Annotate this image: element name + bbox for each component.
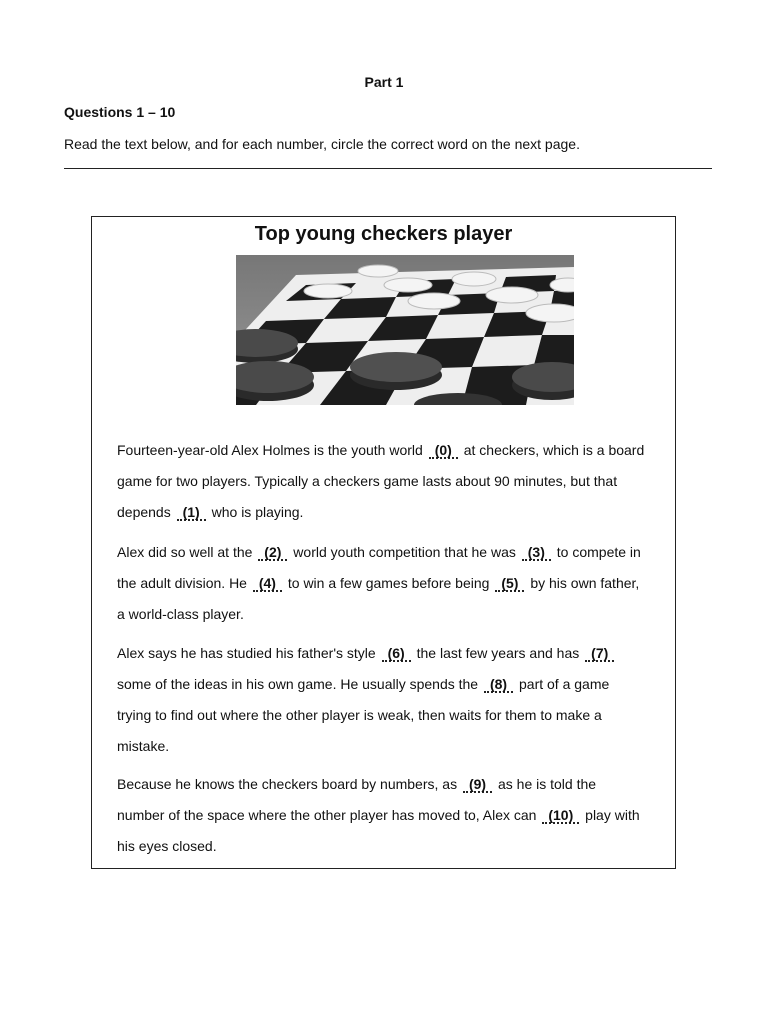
divider-line xyxy=(64,168,712,169)
gap-6[interactable]: (6) xyxy=(382,646,411,662)
gap-7[interactable]: (7) xyxy=(585,646,614,662)
gap-5[interactable]: (5) xyxy=(495,576,524,592)
paragraph-1: Fourteen-year-old Alex Holmes is the youth world (0) at checkers, which is a board game for two players. Typically a checkers game lasts about 90 minutes, but that depends (1) who is playing. xyxy=(117,442,645,520)
gap-3[interactable]: (3) xyxy=(522,545,551,561)
gap-10[interactable]: (10) xyxy=(542,808,579,824)
paragraph-4: Because he knows the checkers board by numbers, as (9) as he is told the number of the space where the other player has moved to, Alex can (10) play with his eyes closed. xyxy=(117,776,640,854)
paragraph-3: Alex says he has studied his father's style (6) the last few years and has (7) some of the ideas in his own game. He usually spends the (8) part of a game trying to find out where the other player is weak, then waits for them to make a mistake. xyxy=(117,638,647,762)
instructions-text: Read the text below, and for each number, circle the correct word on the next page. xyxy=(64,136,580,152)
gap-8[interactable]: (8) xyxy=(484,677,513,693)
gap-0[interactable]: (0) xyxy=(429,443,458,459)
paragraph-2: Alex did so well at the (2) world youth competition that he was (3) to compete in the adult division. He (4) to win a few games before being (5) by his own father, a world-class player. xyxy=(117,544,641,622)
gap-4[interactable]: (4) xyxy=(253,576,282,592)
questions-heading: Questions 1 – 10 xyxy=(64,104,176,120)
gap-2[interactable]: (2) xyxy=(258,545,287,561)
part-title: Part 1 xyxy=(364,74,404,90)
gap-9[interactable]: (9) xyxy=(463,777,492,793)
article-title: Top young checkers player xyxy=(254,223,513,245)
checkers-board-image xyxy=(236,255,574,405)
gap-1[interactable]: (1) xyxy=(177,505,206,521)
article-box xyxy=(91,216,676,869)
